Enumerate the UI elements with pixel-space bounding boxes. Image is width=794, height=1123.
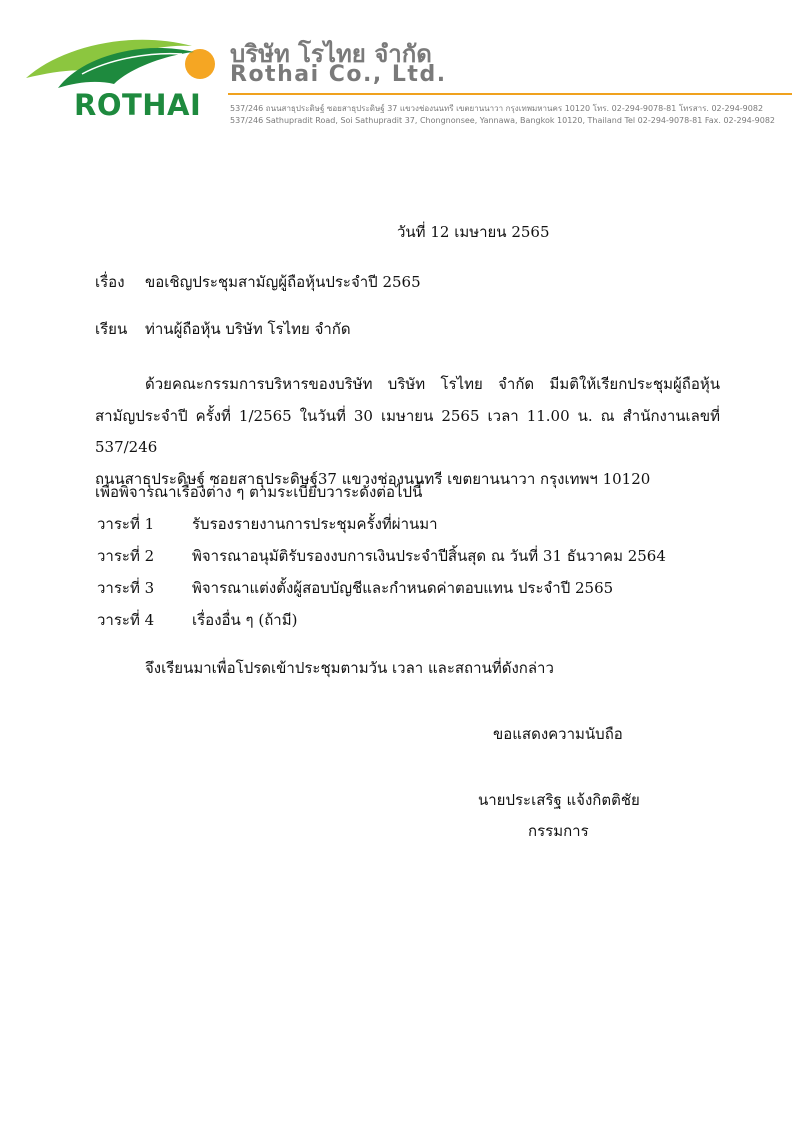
recipient-label: เรียน: [95, 320, 128, 338]
address-thai: 537/246 ถนนสาธุประดิษฐ์ ซอยสาธุประดิษฐ์ 37 แขวงช่องนนทรี เขตยานนาวา กรุงเทพมหานคร 10120 โทร. 02-294-9078-81 โทรสาร. 02-294-9082: [230, 104, 764, 113]
body-line: สามัญประจำปี ครั้งที่ 1/2565 ในวันที่ 30 เมษายน 2565 เวลา 11.00 น. ณ สำนักงานเลขที่ 537/246: [95, 406, 720, 456]
signer-position: กรรมการ: [528, 822, 589, 840]
header-divider: [228, 93, 792, 95]
agenda-item-text: พิจารณาแต่งตั้งผู้สอบบัญชีและกำหนดค่าตอบแทน ประจำปี 2565: [192, 579, 614, 597]
company-name-english: Rothai Co., Ltd.: [230, 62, 447, 87]
body-paragraph: [95, 369, 720, 495]
agenda-number: วาระที่ 1: [97, 515, 155, 533]
agenda-item-text: พิจารณาอนุมัติรับรองงบการเงินประจำปีสิ้นสุด ณ วันที่ 31 ธันวาคม 2564: [192, 547, 666, 565]
company-name-thai: บริษัท โรไทย จำกัด: [230, 40, 432, 68]
agenda-number: วาระที่ 4: [97, 611, 155, 629]
regards: ขอแสดงความนับถือ: [493, 725, 623, 743]
signer-name: นายประเสริฐ แจ้งกิตติชัย: [478, 791, 640, 809]
agenda-number: วาระที่ 2: [97, 547, 155, 565]
closing-sentence: จึงเรียนมาเพื่อโปรดเข้าประชุมตามวัน เวลา และสถานที่ดังกล่าว: [145, 659, 554, 677]
agenda-number: วาระที่ 3: [97, 579, 155, 597]
recipient-text: ท่านผู้ถือหุ้น บริษัท โรไทย จำกัด: [145, 320, 351, 338]
body-line: ถนนสาธุประดิษฐ์ ซอยสาธุประดิษฐ์37 แขวงช่องนนทรี เขตยานนาวา กรุงเทพฯ 10120: [95, 469, 651, 488]
agenda-item-text: เรื่องอื่น ๆ (ถ้ามี): [192, 611, 298, 629]
agenda-intro: เพื่อพิจารณาเรื่องต่าง ๆ ตามระเบียบวาระดังต่อไปนี้: [95, 483, 423, 501]
subject-label: เรื่อง: [95, 273, 125, 291]
logo-wordmark: ROTHAI: [74, 88, 202, 122]
agenda-item-text: รับรองรายงานการประชุมครั้งที่ผ่านมา: [192, 515, 438, 533]
company-logo: [22, 28, 222, 128]
letter-date: วันที่ 12 เมษายน 2565: [397, 223, 550, 241]
body-line: ด้วยคณะกรรมการบริหารของบริษัท บริษัท โรไทย จำกัด มีมติให้เรียกประชุมผู้ถือหุ้น: [145, 375, 720, 393]
subject-text: ขอเชิญประชุมสามัญผู้ถือหุ้นประจำปี 2565: [145, 273, 421, 291]
address-english: 537/246 Sathupradit Road, Soi Sathupradit 37, Chongnonsee, Yannawa, Bangkok 10120, Thailand Tel 02-294-9078-81 Fax. 02-294-9082: [230, 116, 776, 125]
